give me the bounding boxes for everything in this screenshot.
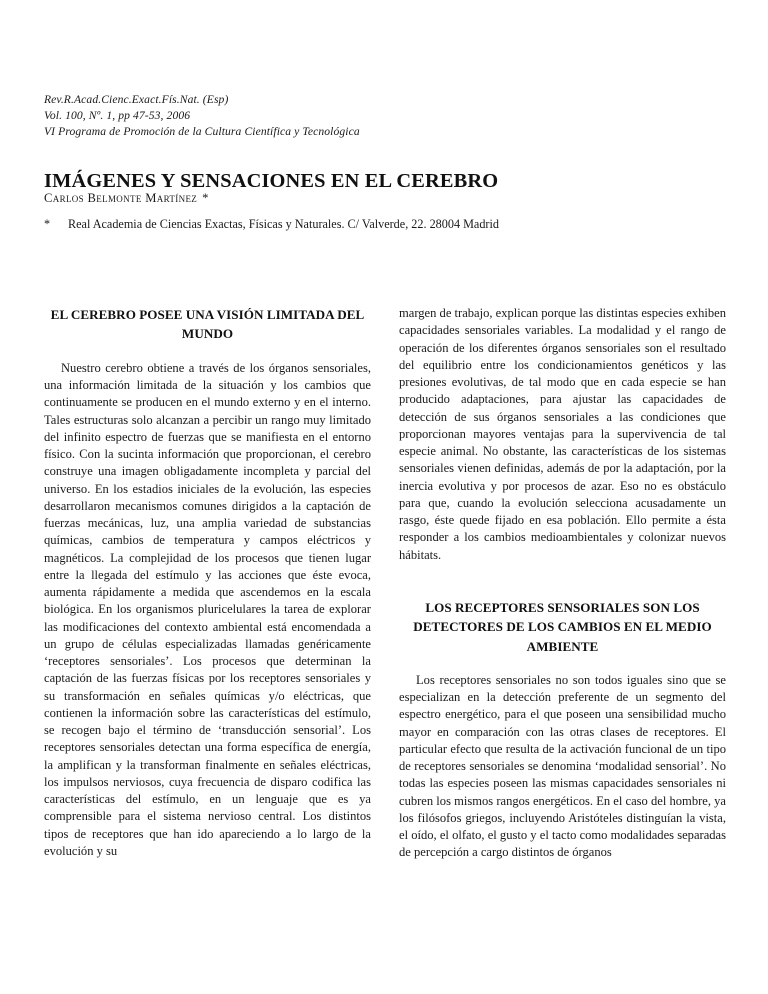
column-right <box>399 305 726 965</box>
column-left <box>44 305 371 965</box>
section-heading-receptores-sensoriales: LOS RECEPTORES SENSORIALES SON LOS DETECTORES DE LOS CAMBIOS EN EL MEDIO AMBIENTE <box>413 599 712 654</box>
journal-name-line: Rev.R.Acad.Cienc.Exact.Fís.Nat. (Esp) <box>44 93 229 106</box>
journal-volume-line: Vol. 100, Nº. 1, pp 47-53, 2006 <box>44 109 191 123</box>
journal-masthead <box>44 92 724 141</box>
author-name: Carlos Belmonte Martínez <box>44 191 198 205</box>
paragraph-receptores-sensoriales: Los receptores sensoriales no son todos iguales sino que se especializan en la detección preferente de un segmento del espectro energético, para el que poseen una sensibilidad mucho mayor en comparación con las otras clases de receptores. El particular efecto que resulta de la activación funcional de un tipo de receptores sensoriales se denomina ‘modalidad sensorial’. No todas las especies poseen las mismas capacidades sensoriales ni cubren los mismos rangos energéticos. En el caso del hombre, ya los filósofos griegos, incluyendo Aristóteles distinguían la vista, el oído, el olfato, el gusto y el tacto como modalidades separadas de percepción a cargo distintos de órganos <box>399 672 726 860</box>
author-affiliation-mark: * <box>202 191 209 205</box>
affiliation-note <box>44 216 734 232</box>
author-byline <box>44 190 209 206</box>
paragraph-vision-limitada-continued: margen de trabajo, explican porque las distintas especies exhiben capacidades sensoriales variables. La modalidad y el rango de operación de los diferentes órganos sensoriales son el resultado del equilibrio entre los condicionamientos genéticos y las presiones evolutivas, de tal modo que en cada especie se han producido adaptaciones, para ajustar las capacidades de detección de sus órganos sensoriales a las condiciones que proporcionan mayores ventajas para la supervivencia de tal especie animal. No obstante, las características de los sistemas sensoriales vienen definidas, además de por la adaptación, por la inercia evolutiva y por procesos de azar. Eso no es obstáculo para que, cuando la evolución selecciona acusadamente un rasgo, éste quede fijado en esa población. Ello permite a ésta responder a los cambios medioambientales y colonizar nuevos hábitats. <box>399 306 726 562</box>
affiliation-text: Real Academia de Ciencias Exactas, Físicas y Naturales. C/ Valverde, 22. 28004 Madrid <box>68 217 499 231</box>
affiliation-mark: * <box>44 217 51 231</box>
paragraph-vision-limitada: Nuestro cerebro obtiene a través de los órganos sensoriales, una información limitada de la situación y los cambios que continuamente se producen en el mundo externo y en el interno. Tales estructuras solo alcanzan a percibir un rango muy limitado del infinito espectro de fuerzas que se manifiesta en el entorno físico. Con la sucinta información que proporcionan, el cerebro construye una imagen obligadamente incompleta y parcial del universo. En los estadios iniciales de la evolución, las especies desarrollaron mecanismos comunes dirigidos a la captación de fuerzas mecánicas, luz, una amplia variedad de substancias químicas, cambios de temperatura y campos eléctricos y magnéticos. La complejidad de los procesos que tienen lugar entre la llegada del estímulo y las acciones que éste evoca, aumenta rápidamente a medida que ascendemos en la escala biológica. En los organismos pluricelulares la tarea de explorar las modificaciones del contexto ambiental está encomendada a un grupo de células especializadas llamadas genéricamente ‘receptores sensoriales’. Los procesos que determinan la captación de las fuerzas físicas por los receptores sensoriales y su transformación en señales químicas y/o eléctricas, que contienen la información sobre las características del estímulo, se recogen bajo el término de ‘transducción sensorial’. Los receptores sensoriales detectan una forma específica de energía, la amplifican y la transforman finalmente en señales eléctricas, los impulsos nerviosos, cuya frecuencia de disparo codifica las características del estímulo, en un lenguaje que es ya comprensible para el sistema nervioso central. Los distintos tipos de receptores que han ido apareciendo a lo largo de la evolución y su <box>44 360 371 858</box>
journal-programme-line: VI Programa de Promoción de la Cultura Científica y Tecnológica <box>44 125 360 139</box>
body-columns <box>44 305 726 965</box>
page-title: IMÁGENES Y SENSACIONES EN EL CEREBRO <box>44 169 499 192</box>
section-heading-vision-limitada: EL CEREBRO POSEE UNA VISIÓN LIMITADA DEL MUNDO <box>50 307 365 342</box>
